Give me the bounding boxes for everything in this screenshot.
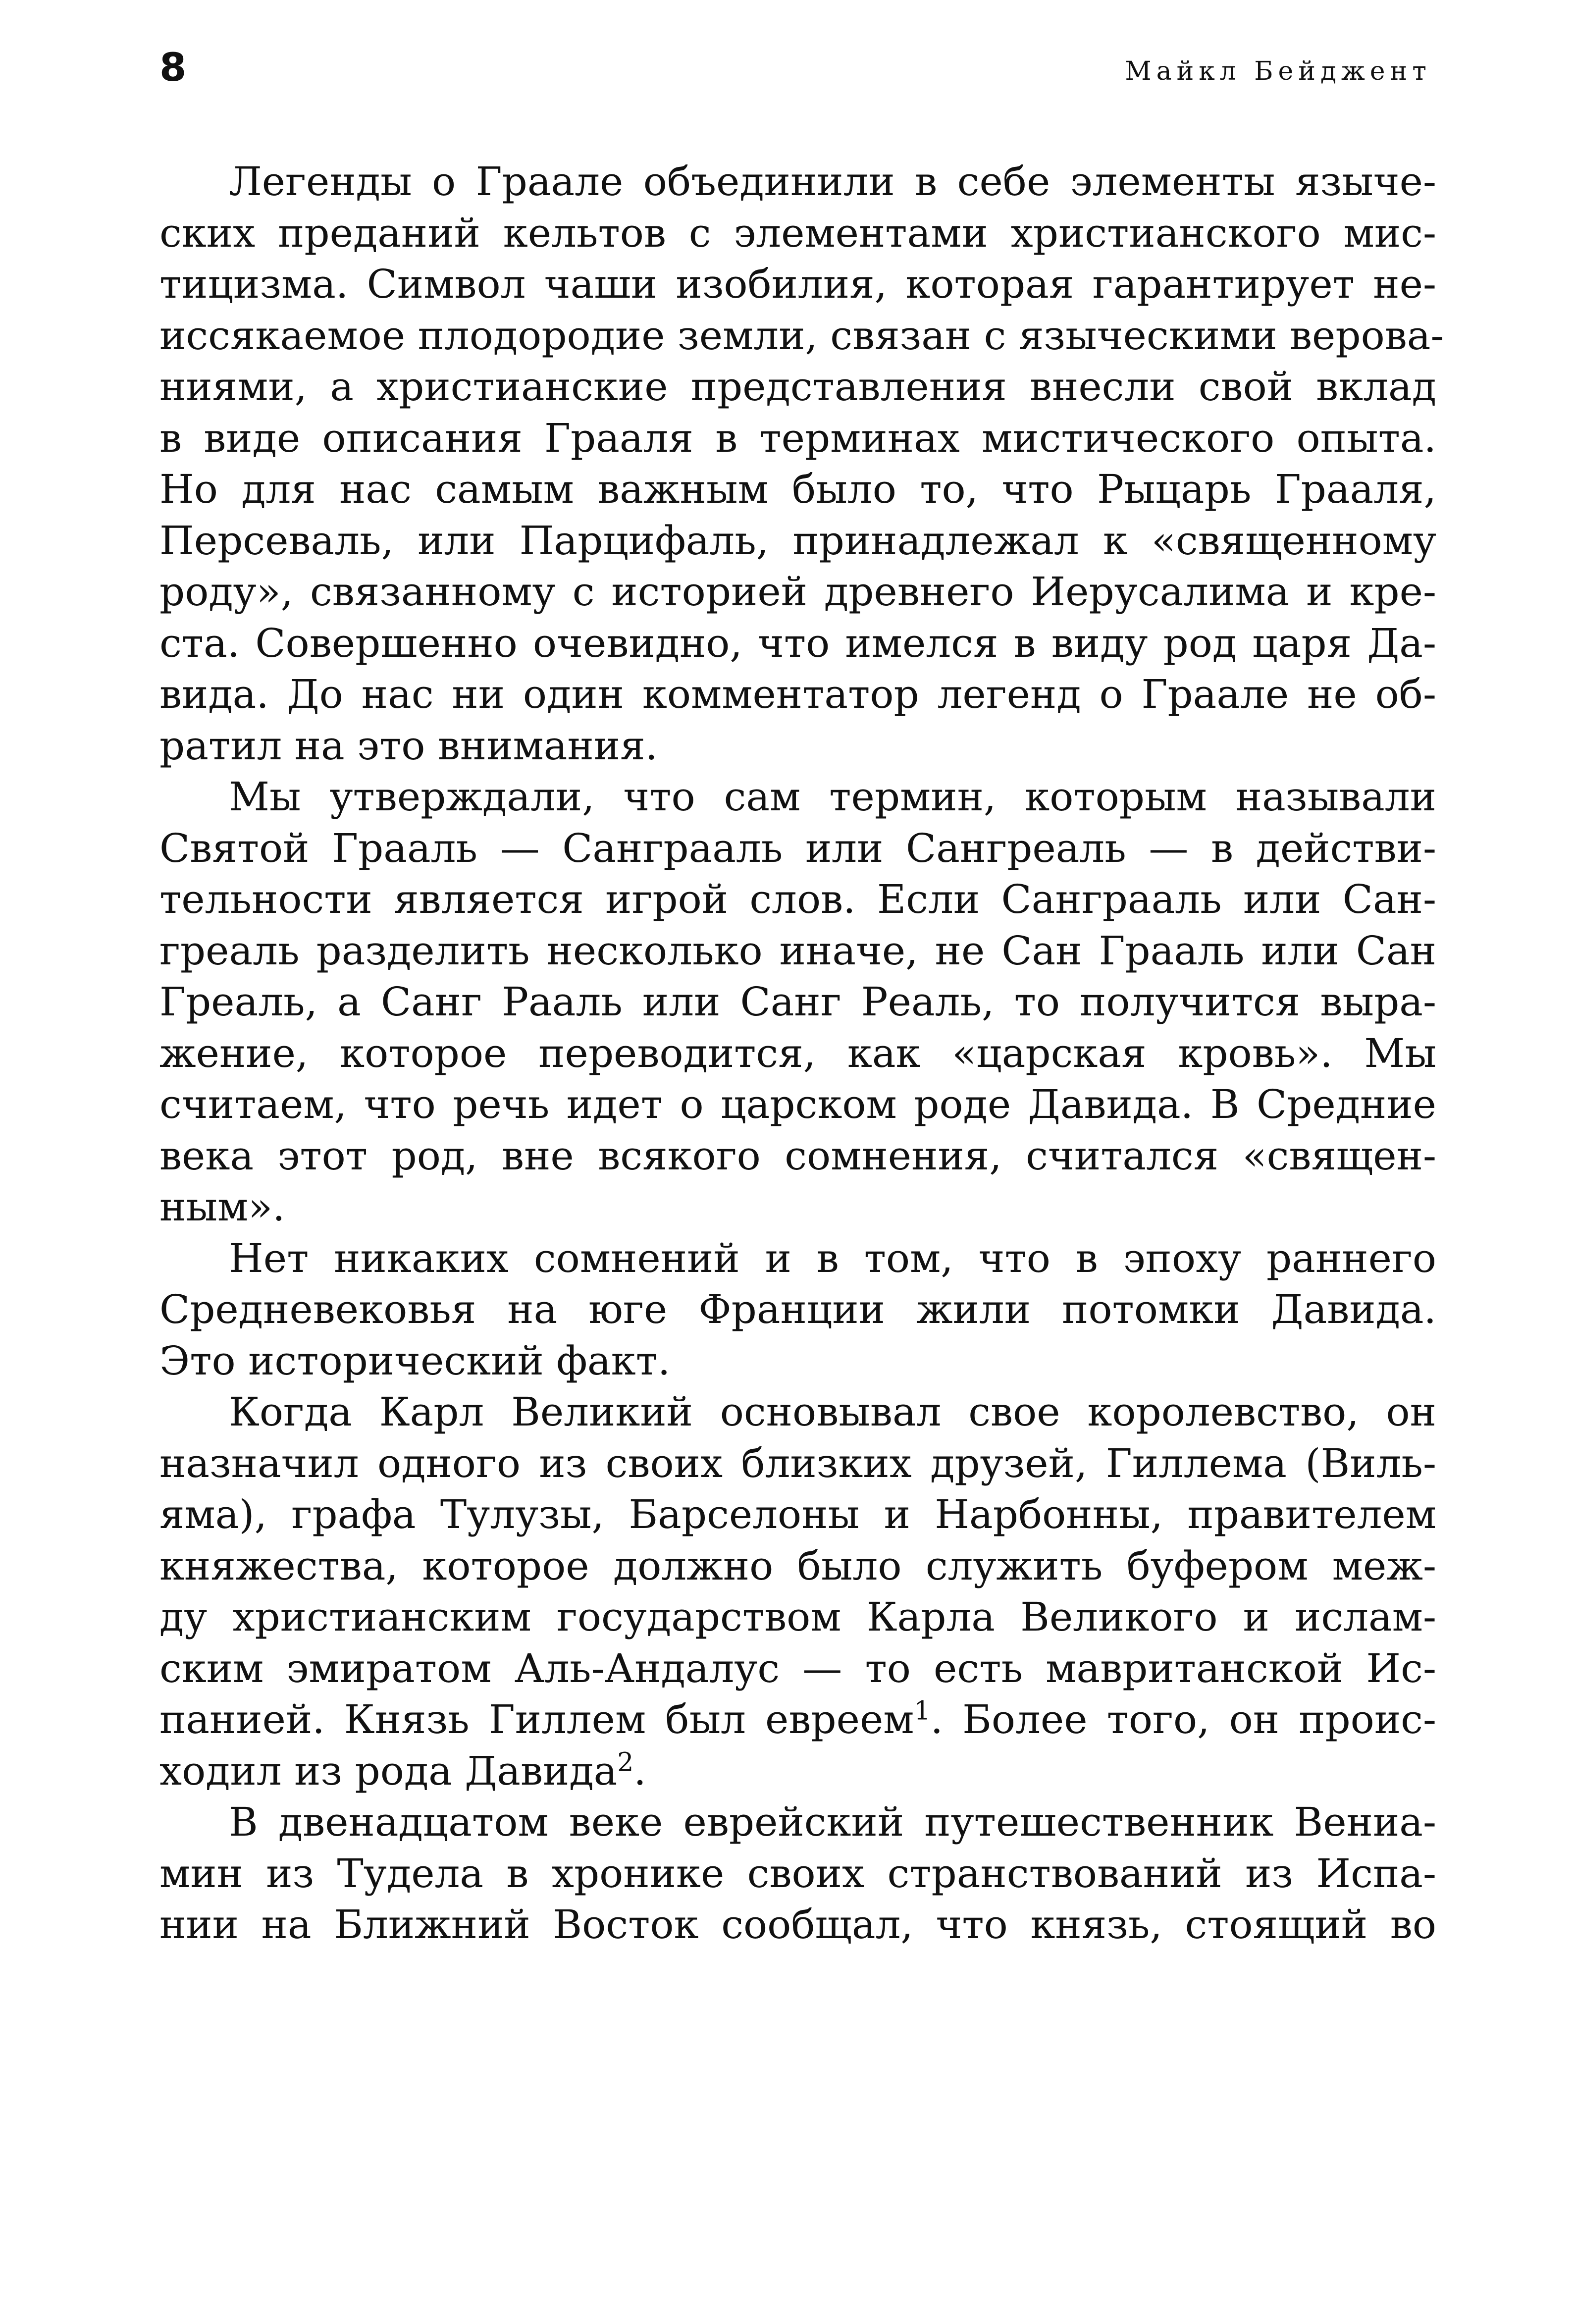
text-line: в виде описания Грааля в терминах мистического опыта. — [159, 415, 1436, 461]
text-line: Это исторический факт. — [159, 1337, 671, 1384]
text-line: нии на Ближний Восток сообщал, что князь, стоящий во — [159, 1901, 1436, 1948]
text-line: Средневековья на юге Франции жили потомки Давида. — [159, 1286, 1436, 1332]
text-line: ду христианским государством Карла Великого и ислам- — [159, 1594, 1436, 1640]
paragraph — [159, 1233, 1436, 1387]
paragraph — [159, 1386, 1436, 1796]
text-line: тицизма. Символ чаши изобилия, которая гарантирует не- — [159, 261, 1436, 307]
text-line: Мы утверждали, что сам термин, которым называли — [229, 774, 1436, 820]
paragraph — [159, 1796, 1436, 1951]
text-line: мин из Тудела в хронике своих странствований из Испа- — [159, 1850, 1436, 1897]
text-line: роду», связанному с историей древнего Иерусалима и кре- — [159, 569, 1436, 615]
text-line: иссякаемое плодородие земли, связан с языческими верова- — [159, 312, 1444, 359]
text-line: считаем, что речь идет о царском роде Давида. В Средние — [159, 1081, 1436, 1127]
text-line: Но для нас самым важным было то, что Рыцарь Грааля, — [159, 466, 1436, 512]
text-line-with-footnote — [159, 1745, 1436, 1797]
running-head: Майкл Бейджент — [1125, 56, 1431, 86]
text-line: В двенадцатом веке еврейский путешественник Вениа- — [229, 1799, 1436, 1845]
paragraph — [159, 156, 1444, 771]
text-line: ста. Совершенно очевидно, что имелся в виду род царя Да- — [159, 620, 1436, 666]
footnote-marker[interactable]: 2 — [617, 1747, 634, 1777]
text-line: жение, которое переводится, как «царская кровь». Мы — [159, 1030, 1436, 1076]
paragraph — [159, 771, 1436, 1233]
body-text — [159, 156, 1444, 1951]
text-line: ских преданий кельтов с элементами христианского мис- — [159, 210, 1436, 256]
text-segment: ходил из рода Давида — [159, 1747, 618, 1794]
text-line: княжества, которое должно было служить буфером меж- — [159, 1542, 1436, 1589]
text-segment: . — [633, 1747, 646, 1794]
text-line: вида. До нас ни один комментатор легенд о Граале не об- — [159, 671, 1436, 717]
text-line: греаль разделить несколько иначе, не Сан Грааль или Сан — [159, 927, 1436, 974]
text-line: века этот род, вне всякого сомнения, считался «священ- — [159, 1132, 1436, 1179]
page-number: 8 — [159, 46, 187, 90]
text-line-with-footnote — [159, 1694, 1436, 1745]
text-line: Когда Карл Великий основывал свое королевство, он — [229, 1389, 1436, 1435]
footnote-marker[interactable]: 1 — [914, 1696, 931, 1726]
text-line: Нет никаких сомнений и в том, что в эпоху раннего — [229, 1235, 1436, 1281]
text-line: Святой Грааль — Санграаль или Сангреаль — в действи- — [159, 825, 1436, 871]
text-line: тельности является игрой слов. Если Санграаль или Сан- — [159, 876, 1436, 922]
text-segment: . Более того, он проис- — [930, 1696, 1436, 1743]
text-line: Легенды о Граале объединили в себе элементы языче- — [229, 158, 1436, 205]
text-line: ным». — [159, 1184, 285, 1230]
text-line: яма), графа Тулузы, Барселоны и Нарбонны, правителем — [159, 1491, 1436, 1537]
text-segment: панией. Князь Гиллем был евреем — [159, 1696, 914, 1743]
text-line: ским эмиратом Аль-Андалус — то есть мавританской Ис- — [159, 1645, 1436, 1691]
text-line: ниями, а христианские представления внесли свой вклад — [159, 364, 1436, 410]
text-line: назначил одного из своих близких друзей, Гиллема (Виль- — [159, 1440, 1436, 1486]
text-line: Персеваль, или Парцифаль, принадлежал к «священному — [159, 517, 1436, 564]
text-line: Греаль, а Санг Рааль или Санг Реаль, то получится выра- — [159, 979, 1436, 1025]
text-line: ратил на это внимания. — [159, 722, 658, 769]
